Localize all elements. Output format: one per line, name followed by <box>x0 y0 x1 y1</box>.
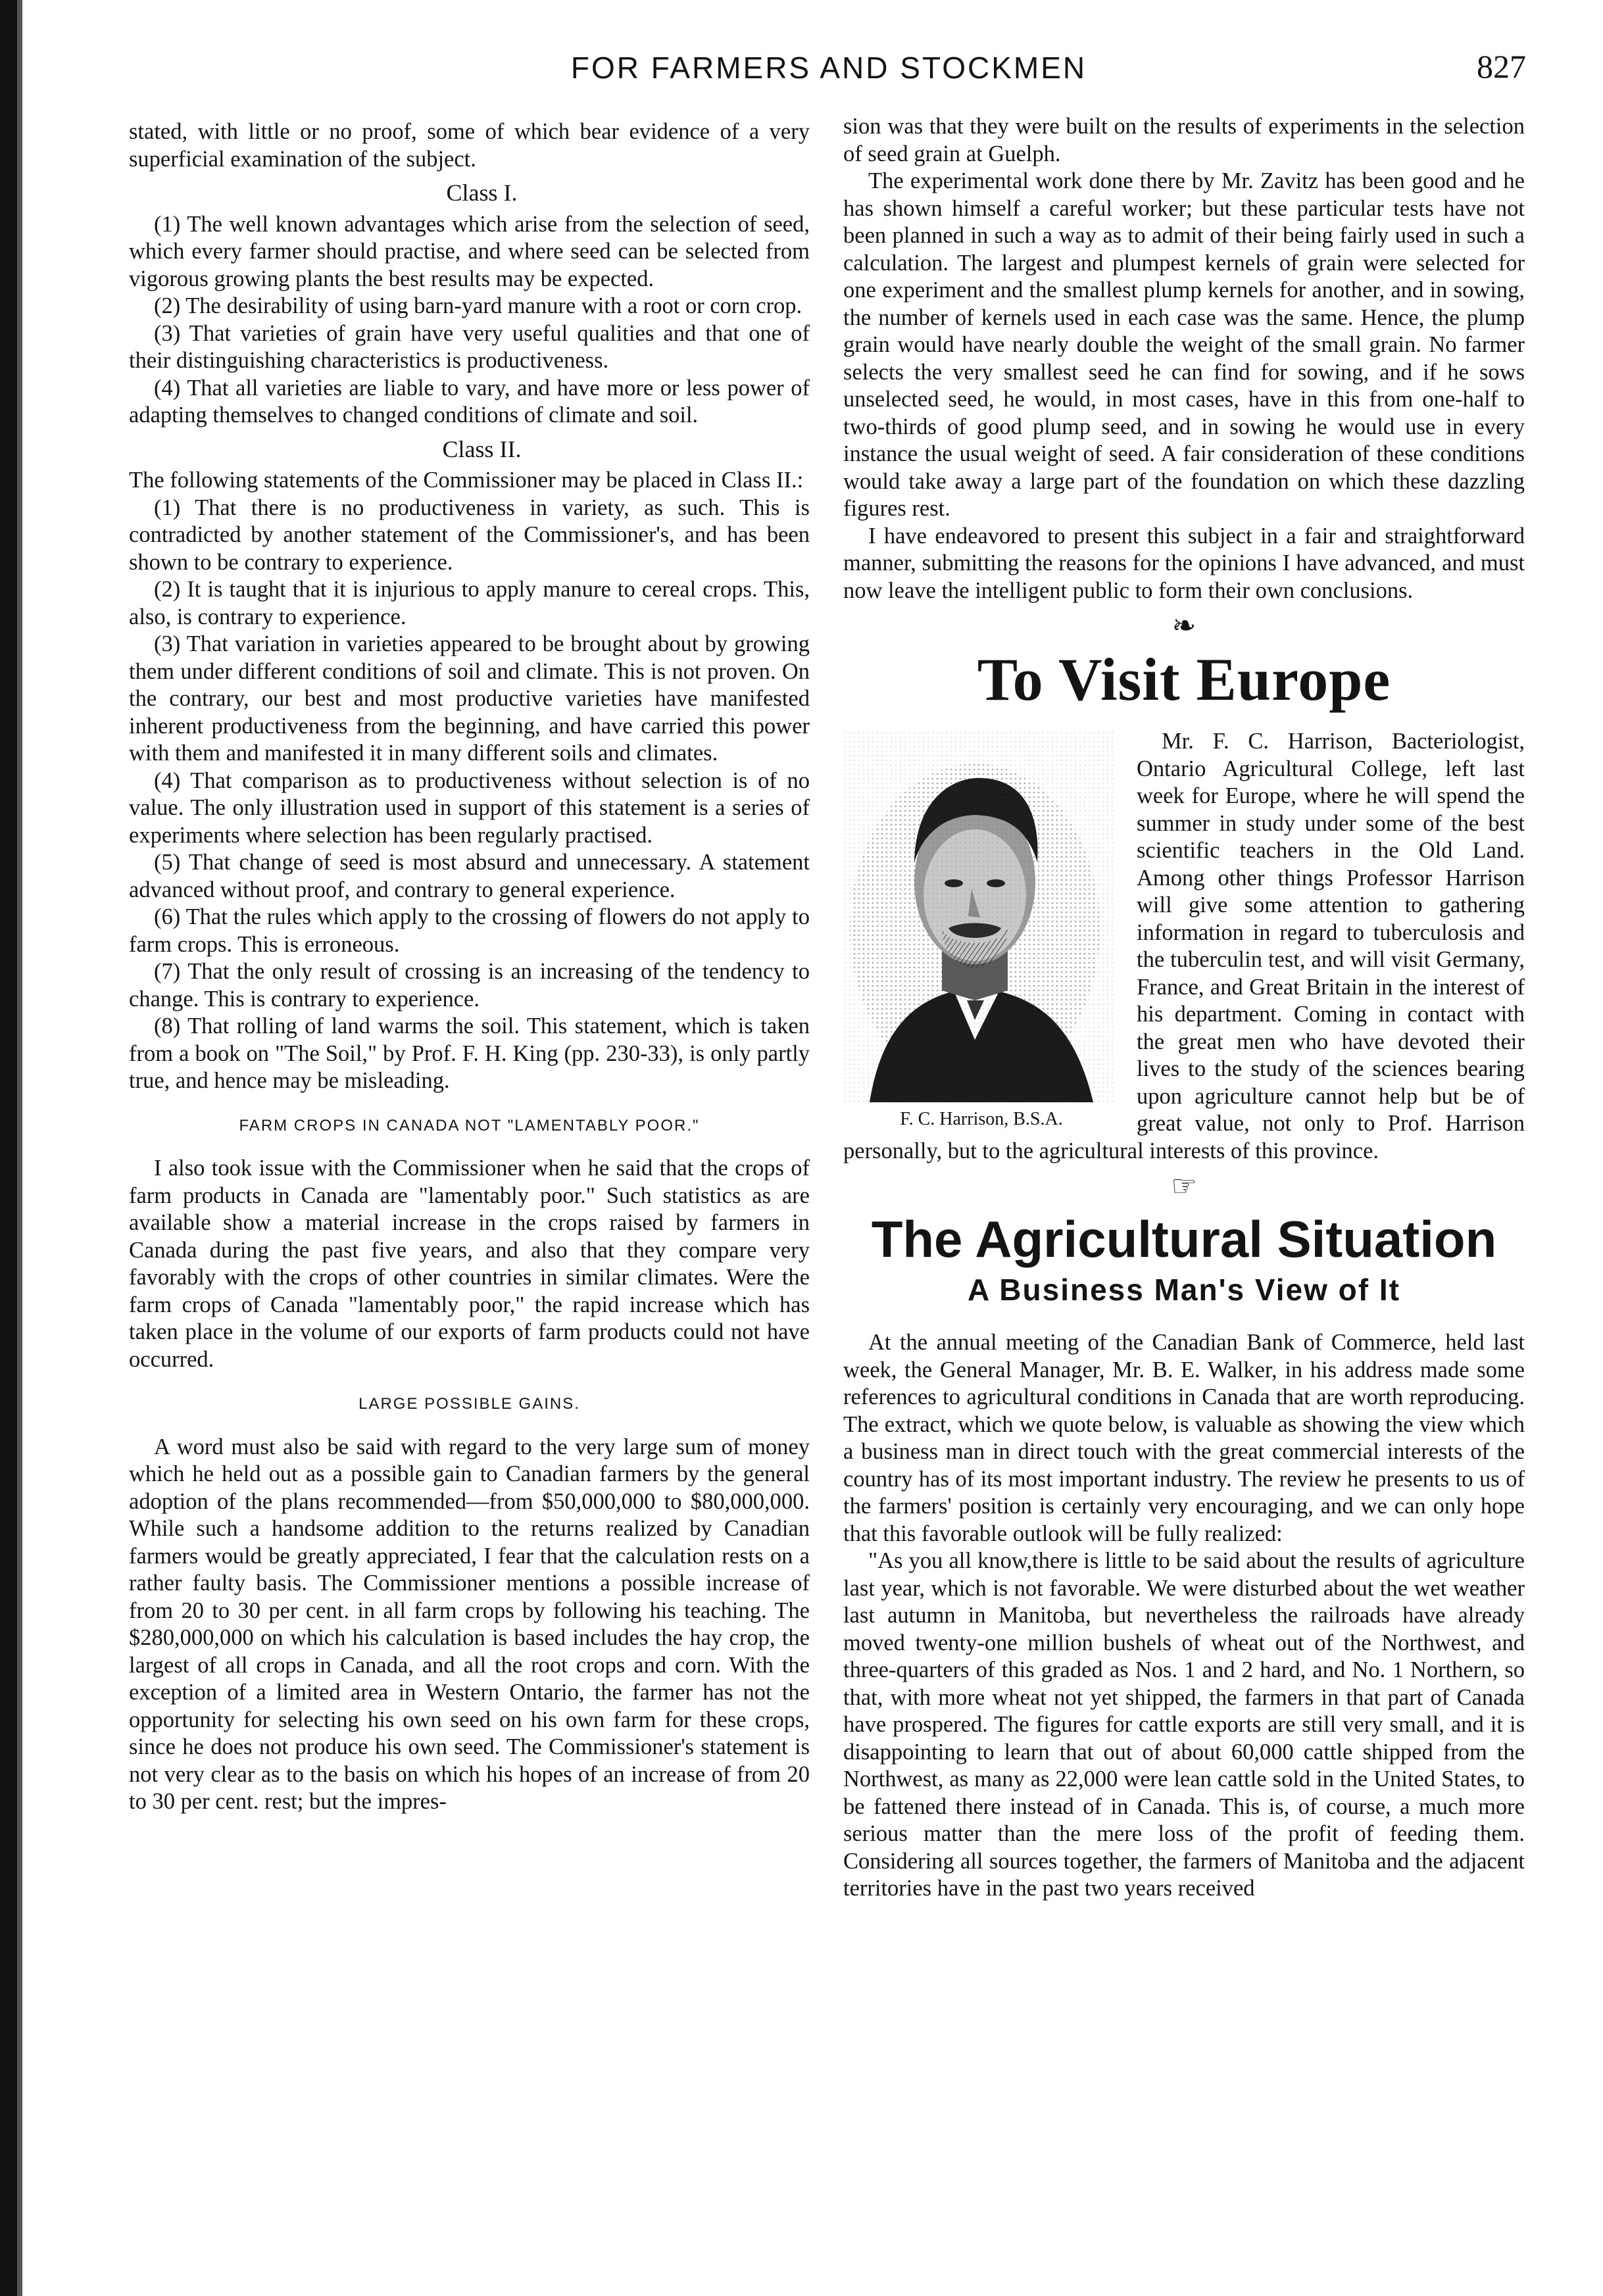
list-item: (4) That all varieties are liable to vary, and have more or less power of adapting themselves to changed conditions of climate and soil. <box>129 375 810 427</box>
section-subheading: FARM CROPS IN CANADA NOT "LAMENTABLY POOR." <box>239 1116 700 1135</box>
left-column <box>129 118 810 2262</box>
list-item: (1) That there is no productiveness in variety, as such. This is contradicted by another statement of the Commissioner's, and has been shown to be contrary to experience. <box>129 495 810 575</box>
list-item: (8) That rolling of land warms the soil. This statement, which is taken from a book on "The Soil," by Prof. F. H. King (pp. 230-33), is only partly true, and hence may be misleading. <box>129 1014 810 1093</box>
article-subtitle: A Business Man's View of It <box>968 1273 1400 1307</box>
right-column <box>843 113 1525 2264</box>
paragraph: The experimental work done there by Mr. Zavitz has been good and he has shown himself a careful worker; but these particular tests have not been planned in such a way as to admit of their being fairly used in such a calculation. The largest and plumpest kernels of grain were selected for one experiment and the smallest plump kernels for another, and in sowing, the number of kernels used in each case was the same. Hence, the plump grain would have nearly double the weight of the small grain. No farmer selects the very smallest seed he can find for sowing, and if he sows unselected seed, he would, in most cases, have in this from one-half to two-thirds of good plump seed, and in sowing he would use in every instance the usual weight of seed. A fair consideration of these conditions would take away a large part of the foundation on which these dazzling figures rest. <box>843 168 1525 521</box>
list-item: (3) That variation in varieties appeared to be brought about by growing them under different conditions of soil and climate. This is not proven. On the contrary, our best and most productive varieties have manifested inherent productiveness from the beginning, and have carried this power with them and manifested it in many different soils and climates. <box>129 631 810 766</box>
list-item: (4) That comparison as to productiveness without selection is of no value. The only illustration used in support of this statement is a series of experiments where selection has been regularly practised. <box>129 768 810 848</box>
list-item: (7) That the only result of crossing is an increasing of the tendency to change. This is contrary to experience. <box>129 959 810 1012</box>
portrait-image <box>843 731 1113 1102</box>
list-item: (1) The well known advantages which arise from the selection of seed, which every farmer should practise, and where seed can be selected from vigorous growing plants the best results may be expected. <box>129 211 810 291</box>
paragraph: At the annual meeting of the Canadian Bank of Commerce, held last week, the General Manager, Mr. B. E. Walker, in his address made some references to agricultural conditions in Canada that are worth reproducing. The extract, which we quote below, is valuable as showing the view which a business man in direct touch with the great commercial interests of the country has of its most important industry. The review he presents to us of the farmers' position is certainly very encouraging, and we can only hope that this favorable outlook will be fully realized: <box>843 1330 1525 1546</box>
class-one-heading: Class I. <box>446 180 518 206</box>
portrait-figure <box>843 731 1120 1131</box>
list-item: (2) The desirability of using barn-yard manure with a root or corn crop. <box>154 293 802 318</box>
article-title: To Visit Europe <box>977 646 1391 713</box>
portrait-caption: F. C. Harrison, B.S.A. <box>900 1109 1063 1129</box>
list-item: (5) That change of seed is most absurd and unnecessary. A statement advanced without proof, and contrary to general experience. <box>129 850 810 902</box>
class-two-heading: Class II. <box>442 435 522 462</box>
paragraph: stated, with little or no proof, some of which bear evidence of a very superficial examination of the subject. <box>129 119 810 172</box>
hand-pointer-ornament-icon: ☞ <box>1171 1170 1197 1202</box>
list-item: (2) It is taught that it is injurious to apply manure to cereal crops. This, also, is contrary to experience. <box>129 577 810 629</box>
paragraph: Mr. F. C. Harrison, Bacteriologist, Ontario Agricultural College, left last week for Europe, where he will spend the summer in study under some of the best scientific teachers in the Old Land. Among other things Professor Harrison will give some attention to gathering information in regard to tuberculosis and the tuberculin test, and will visit Germany, France, and Great Britain in the interest of his department. Coming in contact with the great men who have devoted their lives to the study of the sciences bearing upon agriculture cannot help but be of great value, not only to Prof. Harrison personally, but to the agricultural interests of this province. <box>843 729 1525 1163</box>
page-number: 827 <box>1477 48 1526 85</box>
portrait-engraving-icon <box>843 731 1113 1102</box>
page-binding-shadow <box>17 0 22 2296</box>
paragraph: I have endeavored to present this subject in a fair and straightforward manner, submitting the reasons for the opinions I have advanced, and must now leave the intelligent public to form their own conclusions. <box>843 523 1525 603</box>
section-subheading: LARGE POSSIBLE GAINS. <box>358 1395 580 1413</box>
paragraph: sion was that they were built on the results of experiments in the selection of seed grain at Guelph. <box>843 114 1525 166</box>
paragraph: "As you all know,there is little to be said about the results of agriculture last year, which is not favorable. We were disturbed about the wet weather last autumn in Manitoba, but nevertheless the railroads have already moved twenty-one million bushels of wheat out of the Northwest, and three-quarters of this graded as Nos. 1 and 2 hard, and No. 1 Northern, so that, with more wheat not yet shipped, the farmers in that part of Canada have prospered. The figures for cattle exports are still very small, and it is disappointing to learn that out of about 60,000 cattle shipped from the Northwest, as many as 22,000 were lean cattle sold in the United States, to be fattened there instead of in Canada. This is, of course, a much more serious matter than the mere loss of the profit of feeding them. Considering all sources together, the farmers of Manitoba and the adjacent territories have in the past two years received <box>843 1548 1525 1901</box>
page-binding-edge <box>0 0 17 2296</box>
list-item: (6) That the rules which apply to the crossing of flowers do not apply to farm crops. This is erroneous. <box>129 904 810 957</box>
paragraph: The following statements of the Commissioner may be placed in Class II.: <box>129 468 804 493</box>
fleuron-ornament-icon: ❧ <box>1171 610 1196 642</box>
paragraph: A word must also be said with regard to the very large sum of money which he held out as a possible gain to Canadian farmers by the general adoption of the plans recommended—from $50,000,000 to $80,000,000. While such a handsome addition to the returns realized by Canadian farmers would be greatly appreciated, I fear that the calculation rests on a rather faulty basis. The Commissioner mentions a possible increase of from 20 to 30 per cent. in all farm crops by following his teaching. The $280,000,000 on which his calculation is based includes the hay crop, the largest of all crops in Canada, and all the root crops and corn. With the exception of a limited area in Western Ontario, the farmer has not the opportunity for selecting his own seed on his own farm for these crops, since he does not produce his own seed. The Commissioner's statement is not very clear as to the basis on which his hopes of an increase of from 20 to 30 per cent. rest; but the impres- <box>129 1434 810 1814</box>
running-header <box>132 46 1526 92</box>
paragraph: I also took issue with the Commissioner when he said that the crops of farm products in Canada are "lamentably poor." Such statistics as are available show a material increase in the crops raised by farmers in Canada during the past five years, and also that they compare very favorably with the crops of other countries in similar climates. Were the farm crops of Canada "lamentably poor," the rapid increase which has taken place in the volume of our exports of farm products could not have occurred. <box>129 1156 810 1372</box>
running-title: FOR FARMERS AND STOCKMEN <box>570 51 1087 85</box>
list-item: (3) That varieties of grain have very useful qualities and that one of their distinguishing characteristics is productiveness. <box>129 320 810 373</box>
article-title: The Agricultural Situation <box>871 1210 1497 1268</box>
